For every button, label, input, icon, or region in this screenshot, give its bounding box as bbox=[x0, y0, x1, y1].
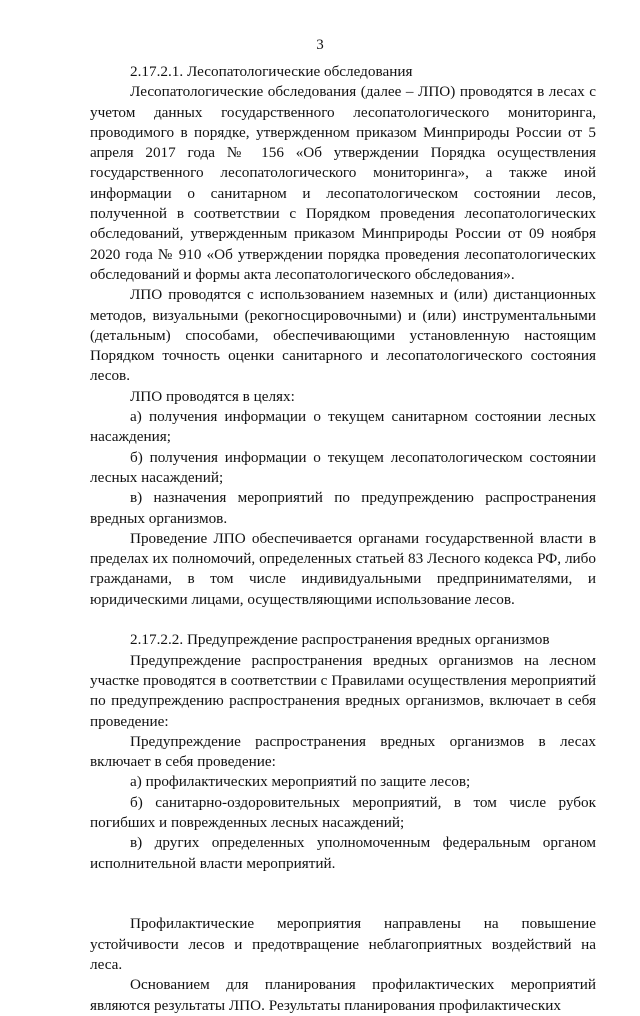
paragraph-spacer bbox=[90, 874, 596, 894]
paragraph-lpo-authorities: Проведение ЛПО обеспечивается органами государственной власти в пределах их полномочий, определенных статьей 83 Лесного кодекса РФ, либо гражданами, в том числе индивидуальными предпринимателями, и юридическими лицами, осуществляющими использование лесов. bbox=[90, 529, 596, 608]
document-body bbox=[90, 62, 596, 1016]
paragraph-spacer bbox=[90, 610, 596, 630]
list-item-goal-b: б) получения информации о текущем лесопатологическом состоянии лесных насаждений; bbox=[90, 448, 596, 486]
list-item-measure-c: в) других определенных уполномоченным федеральным органом исполнительной власти мероприятий. bbox=[90, 834, 596, 872]
paragraph-lpo-definition: Лесопатологические обследования (далее – ЛПО) проводятся в лесах с учетом данных государственного лесопатологического мониторинга, проводимого в порядке, утвержденном приказом Минприроды России от 5 апреля 2017 года № 156 «Об утверждении Порядка осуществления государственного лесопатологического мониторинга», а также иной информации о санитарном и лесопатологическом состоянии лесов, полученной в соответствии с Порядком проведения лесопатологических обследований, утвержденным приказом Минприроды России от 09 ноября 2020 года № 910 «Об утверждении порядка проведения лесопатологических обследований и формы акта лесопатологического обследования». bbox=[90, 83, 596, 283]
paragraph-preventive-purpose: Профилактические мероприятия направлены на повышение устойчивости лесов и предотвращение неблагоприятных воздействий на леса. bbox=[90, 915, 596, 974]
paragraph-prevention-includes: Предупреждение распространения вредных организмов в лесах включает в себя проведение: bbox=[90, 732, 596, 771]
page-number: 3 bbox=[316, 37, 324, 53]
paragraph-lpo-methods: ЛПО проводятся с использованием наземных и (или) дистанционных методов, визуальными (рекогносцировочными) и (или) инструментальными (детальным) способами, обеспечивающими установленную настоящим Порядком точность оценки санитарного и лесопатологического состояния лесов. bbox=[90, 286, 596, 385]
section-heading-lpo: 2.17.2.1. Лесопатологические обследования bbox=[130, 63, 413, 80]
paragraph-prevention-rules: Предупреждение распространения вредных организмов на лесном участке проводятся в соответствии с Правилами осуществления мероприятий по предупреждению распространения вредных организмов, включает в себя проведение: bbox=[90, 651, 596, 730]
list-item-measure-b: б) санитарно-оздоровительных мероприятий, в том числе рубок погибших и поврежденных лесных насаждений; bbox=[90, 793, 596, 831]
list-item-measure-a: а) профилактических мероприятий по защите лесов; bbox=[130, 773, 471, 791]
list-item-goal-c: в) назначения мероприятий по предупреждению распространения вредных организмов. bbox=[90, 489, 596, 527]
paragraph-lpo-goals-intro: ЛПО проводятся в целях: bbox=[130, 387, 295, 405]
paragraph-spacer bbox=[90, 894, 596, 914]
list-item-goal-a: а) получения информации о текущем санитарном состоянии лесных насаждения; bbox=[90, 408, 596, 446]
paragraph-planning-basis: Основанием для планирования профилактических мероприятий являются результаты ЛПО. Результаты планирования профилактических bbox=[90, 976, 596, 1014]
section-heading-prevention: 2.17.2.2. Предупреждение распространения вредных организмов bbox=[130, 631, 550, 649]
